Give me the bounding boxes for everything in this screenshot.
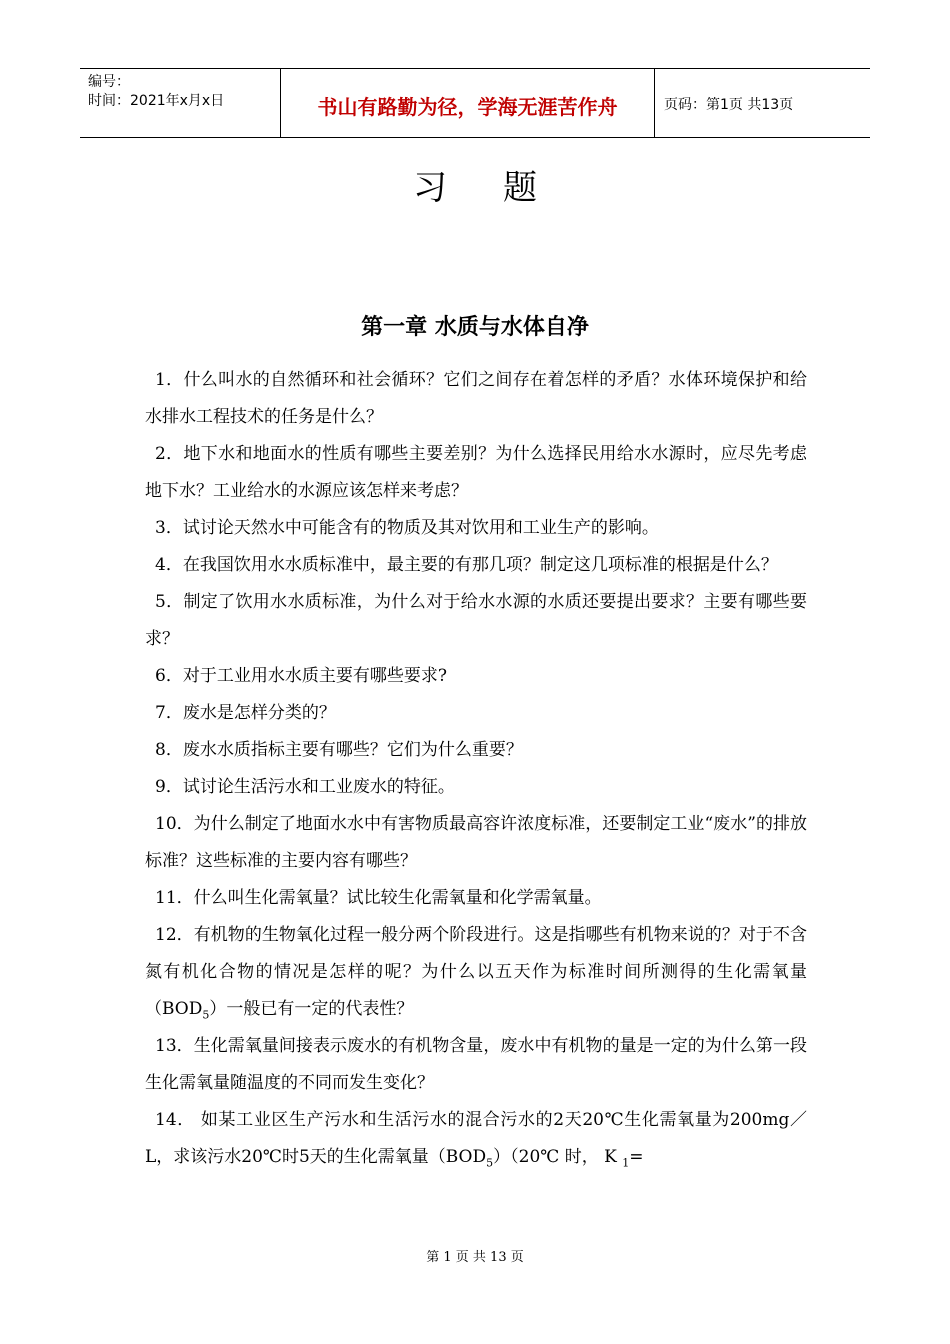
question-item: 8．废水水质指标主要有哪些？它们为什么重要？ [155,740,523,760]
question-item: 5．制定了饮用水水质标准，为什么对于给水水源的水质还要提出要求？主要有哪些要求？ [145,592,807,649]
header-table [80,68,870,138]
question-item: 6．对于工业用水水质主要有哪些要求? [155,666,447,686]
q12-text: 12．有机物的生物氧化过程一般分两个阶段进行。这是指哪些有机物来说的？对于不含氮有机化合物的情况是怎样的呢？为什么以五天作为标准时间所测得的生化需氧量（BOD [145,925,807,1019]
motto-text: 书山有路勤为径，学海无涯苦作舟 [317,94,618,119]
q14-text-middle: ）（20℃ 时， K [493,1147,623,1167]
header-meta-cell [80,69,281,137]
chapter-title: 第一章 水质与水体自净 [361,315,589,340]
question-item-14 [145,1102,807,1176]
motto-cell [281,69,655,137]
page-footer: 第 1 页 共 13 页 [426,1250,524,1265]
q14-text: 14． 如某工业区生产污水和生活污水的混合污水的2天20℃生化需氧量为200mg／L，求该污水20℃时5天的生化需氧量（BOD [145,1110,807,1167]
question-item: 7．废水是怎样分类的？ [155,703,336,723]
question-item: 2．地下水和地面水的性质有哪些主要差别？为什么选择民用给水水源时，应尽先考虑地下水？工业给水的水源应该怎样来考虑？ [145,444,807,501]
question-item-12 [145,917,807,1028]
question-item: 10．为什么制定了地面水水中有害物质最高容许浓度标准，还要制定工业“废水”的排放标准？这些标准的主要内容有哪些？ [145,814,807,871]
question-item: 3．试讨论天然水中可能含有的物质及其对饮用和工业生产的影响。 [155,518,659,538]
question-item: 4．在我国饮用水水质标准中，最主要的有那几项？制定这几项标准的根据是什么？ [155,555,778,575]
number-label: 编号： [88,74,130,90]
questions-body [145,362,807,1176]
q12-text-end: ）一般已有一定的代表性？ [209,999,414,1019]
q12-subscript: 5 [202,1008,210,1022]
page-info-text: 页码：第1页 共13页 [664,97,794,113]
q14-text-end: = [629,1147,644,1167]
q14-subscript-k: 1 [622,1156,630,1170]
page-info-cell [655,69,870,137]
question-item: 13．生化需氧量间接表示废水的有机物含量，废水中有机物的量是一定的为什么第一段生化需氧量随温度的不同而发生变化？ [145,1036,807,1093]
q14-subscript: 5 [486,1156,494,1170]
document-title: 习题 [413,168,593,208]
question-item: 11．什么叫生化需氧量？试比较生化需氧量和化学需氧量。 [155,888,602,908]
question-item: 9．试讨论生活污水和工业废水的特征。 [155,777,455,797]
question-item: 1．什么叫水的自然循环和社会循环？它们之间存在着怎样的矛盾？水体环境保护和给水排水工程技术的任务是什么？ [145,370,807,427]
time-label: 时间：2021年x月x日 [88,93,225,109]
